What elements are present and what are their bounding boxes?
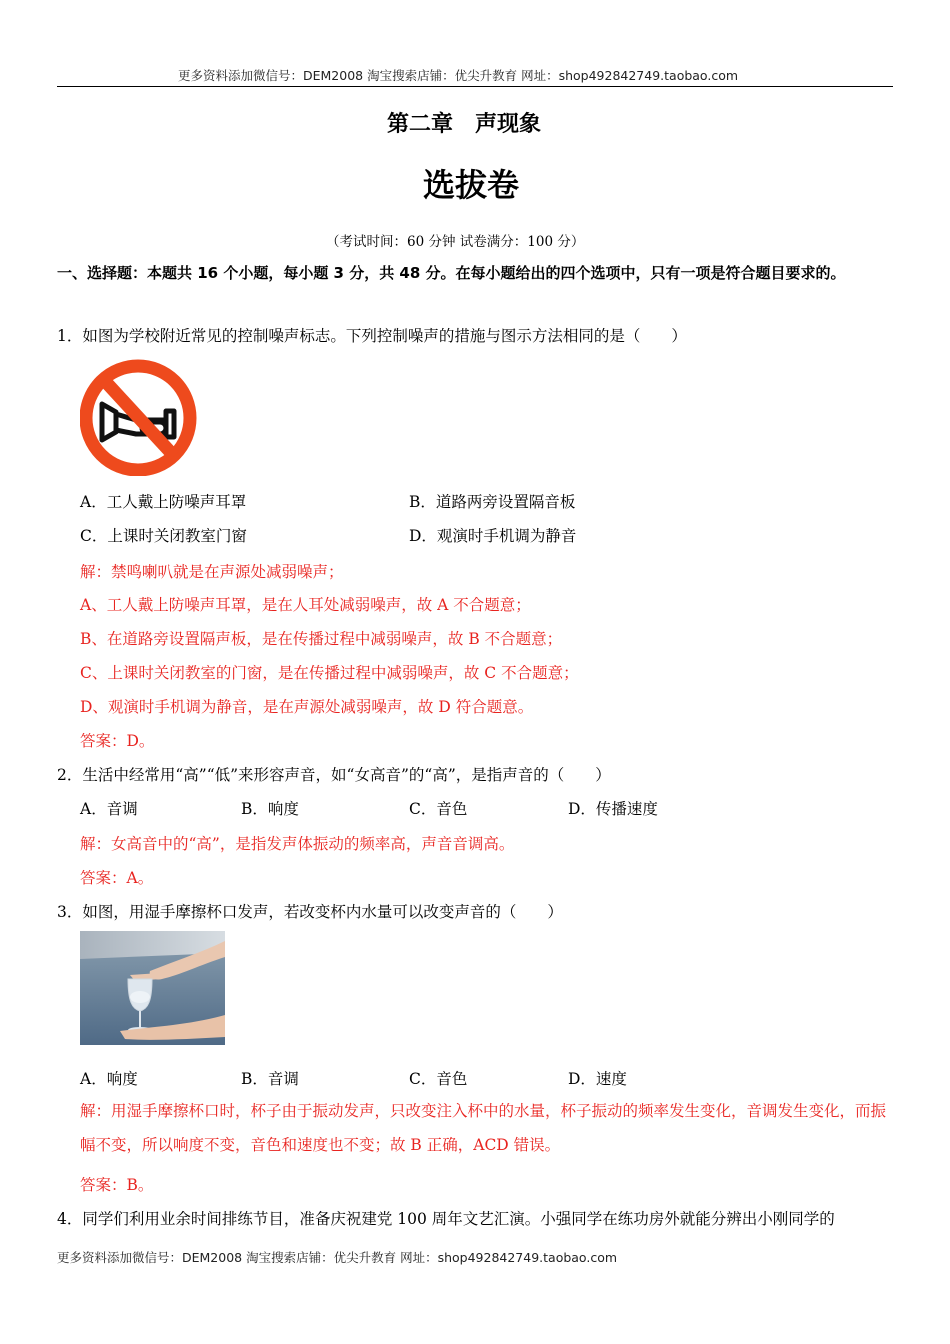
question-3-option-c: C．音色 [409,1070,468,1088]
wine-glass-icon [80,931,225,1045]
question-2-option-c: C．音色 [409,800,468,818]
question-1-solution-line: A、工人戴上防噪声耳罩，是在人耳处减弱噪声，故 A 不合题意； [80,596,531,614]
section-heading: 一、选择题：本题共 16 个小题，每小题 3 分，共 48 分。在每小题给出的四个选项中，只有一项是符合题目要求的。 [57,264,846,282]
page-header: 更多资料添加微信号：DEM2008 淘宝搜索店铺：优尖升教育 网址：shop492842749.taobao.com [178,68,739,83]
question-3-stem: 3．如图，用湿手摩擦杯口发声，若改变杯内水量可以改变声音的（ ） [57,903,563,921]
question-3-option-a: A．响度 [80,1070,138,1088]
question-1-solution-line: D、观演时手机调为静音，是在声源处减弱噪声，故 D 符合题意。 [80,698,534,716]
question-1-solution-line: C、上课时关闭教室的门窗，是在传播过程中减弱噪声，故 C 不合题意； [80,664,579,682]
question-1-option-d: D．观演时手机调为静音 [409,527,577,545]
wine-glass-photo [80,931,225,1045]
question-1-option-b: B．道路两旁设置隔音板 [409,493,576,511]
question-1-option-a: A．工人戴上防噪声耳罩 [80,493,247,511]
no-horn-icon [80,356,200,476]
question-2-option-b: B．响度 [241,800,299,818]
question-2-option-a: A．音调 [80,800,138,818]
exam-info: （考试时间：60 分钟 试卷满分：100 分） [326,234,585,250]
paper-title: 选拔卷 [423,166,520,204]
question-1-option-c: C．上课时关闭教室门窗 [80,527,247,545]
question-3-option-b: B．音调 [241,1070,299,1088]
question-1-solution-line: 解：禁鸣喇叭就是在声源处减弱噪声； [80,563,344,581]
question-1-stem: 1．如图为学校附近常见的控制噪声标志。下列控制噪声的措施与图示方法相同的是（ ） [57,327,687,345]
question-1-solution-line: B、在道路旁设置隔声板，是在传播过程中减弱噪声，故 B 不合题意； [80,630,563,648]
question-3-solution: 解：用湿手摩擦杯口时，杯子由于振动发声，只改变注入杯中的水量，杯子振动的频率发生变化，音调发生变化，而振幅不变，所以响度不变，音色和速度也不变；故 B 正确，ACD 错误。 [80,1102,887,1154]
question-1-answer: 答案：D。 [80,732,155,750]
question-2-option-d: D．传播速度 [568,800,658,818]
no-honking-sign-image [80,356,200,476]
question-2-answer: 答案：A。 [80,869,154,887]
chapter-title: 第二章 声现象 [387,112,542,137]
question-3-answer: 答案：B。 [80,1176,154,1194]
question-2-solution: 解：女高音中的“高”，是指发声体振动的频率高，声音音调高。 [80,835,515,853]
page-footer: 更多资料添加微信号：DEM2008 淘宝搜索店铺：优尖升教育 网址：shop492842749.taobao.com [57,1250,618,1265]
question-4-stem: 4．同学们利用业余时间排练节目，准备庆祝建党 100 周年文艺汇演。小强同学在练功房外就能分辨出小刚同学的 [57,1210,835,1228]
header-rule [57,86,893,87]
question-2-stem: 2．生活中经常用“高”“低”来形容声音，如“女高音”的“高”，是指声音的（ ） [57,766,611,784]
question-3-option-d: D．速度 [568,1070,627,1088]
